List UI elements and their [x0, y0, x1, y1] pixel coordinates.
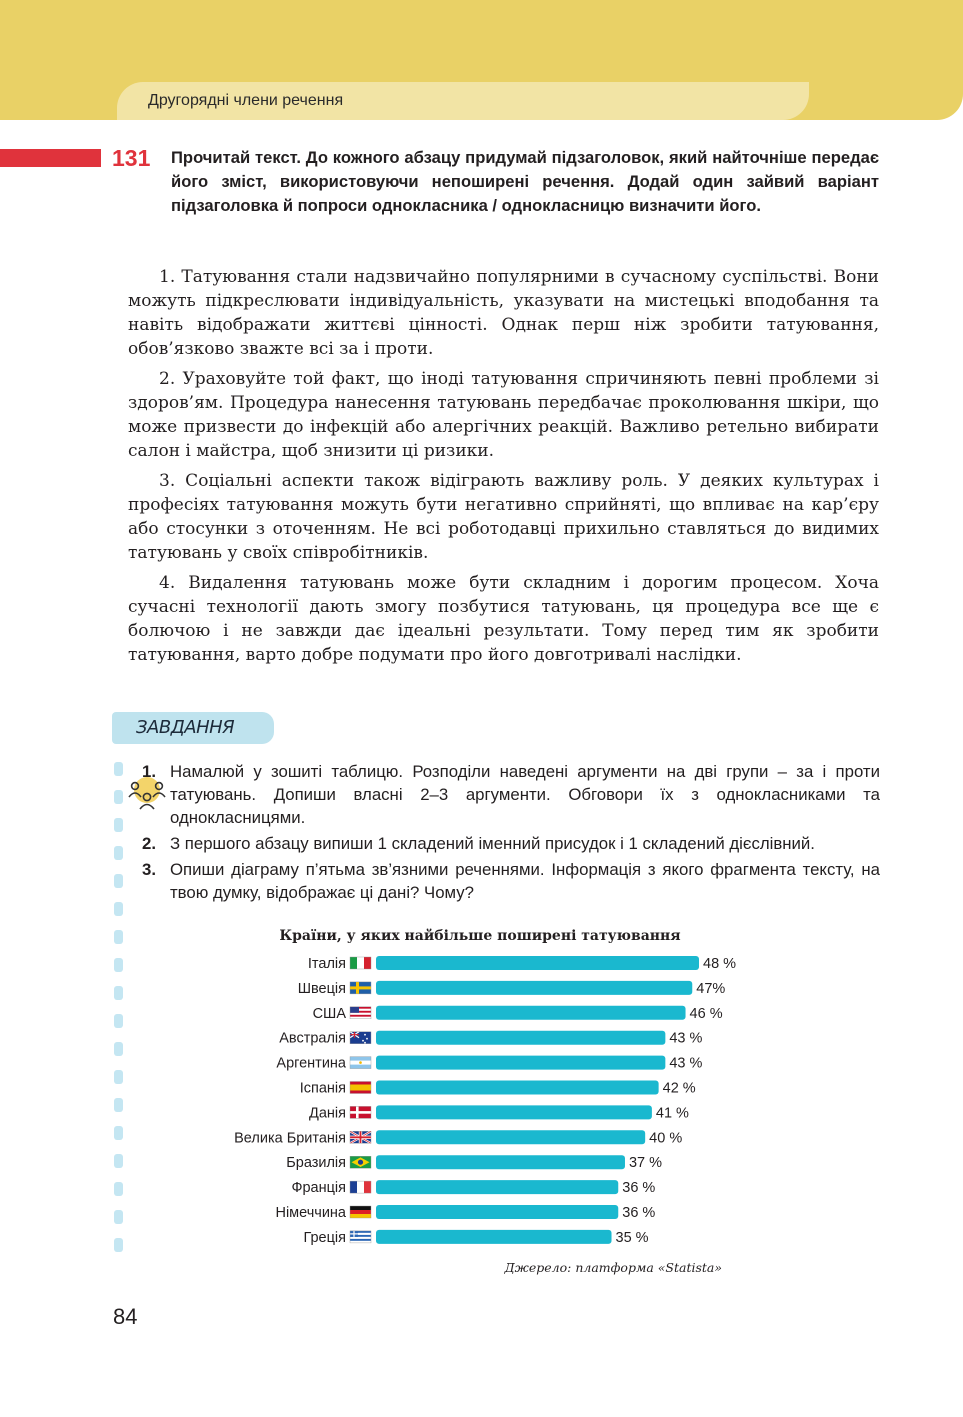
- chart-bar: [376, 981, 692, 995]
- chart-bar: [376, 1006, 686, 1020]
- margin-dot: [114, 1154, 123, 1168]
- chart-bar: [376, 956, 699, 970]
- margin-dot: [114, 818, 123, 832]
- category-label: Іспанія: [299, 1080, 346, 1097]
- category-label: Аргентина: [276, 1055, 346, 1072]
- chart-bar: [376, 1205, 618, 1219]
- paragraph-1: 1. Татуювання стали надзвичайно популярними в сучасному суспільстві. Вони можуть підкреслювати індивідуальність, указувати на мистецькі вподобання та навіть відображати життєві цінності. Однак перш ніж зробити татуювання, обов’язково зважте всі за і проти.: [128, 267, 879, 359]
- chart-plot: [200, 928, 760, 1258]
- margin-dot: [114, 1182, 123, 1196]
- paragraph-4: 4. Видалення татуювань може бути складним і дорогим процесом. Хоча сучасні технології дають змогу позбутися татуювань, ця процедура все ще є болючою і не завжди дає ідеальні результати. Тому перед тим як зробити татуювання, варто добре подумати про його довготривалі наслідки.: [128, 573, 879, 665]
- value-label: 43 %: [669, 1030, 703, 1047]
- uk-flag-icon: [350, 1131, 371, 1143]
- margin-dot: [114, 1014, 123, 1028]
- usa-flag-icon: [350, 1007, 371, 1019]
- category-label: Данія: [309, 1105, 346, 1122]
- category-label: Франція: [291, 1180, 346, 1197]
- germany-flag-icon: [350, 1206, 371, 1218]
- chart-title: Країни, у яких найбільше поширені татуювання: [279, 928, 681, 944]
- spain-flag-icon: [350, 1082, 371, 1094]
- chart-bar: [376, 1230, 612, 1244]
- exercise-marker-bar: [0, 149, 101, 167]
- margin-dot: [114, 986, 123, 1000]
- task-number: 2.: [142, 834, 156, 853]
- chart-bar: [376, 1081, 659, 1095]
- chart-bar: [376, 1105, 652, 1119]
- category-label: Австралія: [279, 1030, 346, 1047]
- value-label: 37 %: [628, 1155, 663, 1172]
- chart-source: Джерело: платформа «Statista»: [504, 1260, 722, 1275]
- chart-bar: [376, 1180, 618, 1194]
- margin-dot: [114, 958, 123, 972]
- page-number: 84: [113, 1304, 138, 1329]
- task-text: З першого абзацу випиши 1 складений іменний присудок і 1 складений дієслівний.: [170, 834, 815, 853]
- task-item-3: [142, 858, 880, 904]
- margin-dot: [114, 1238, 123, 1252]
- category-label: Німеччина: [275, 1205, 346, 1221]
- chart-bar: [376, 1031, 665, 1045]
- category-label: Італія: [307, 956, 346, 972]
- margin-dot: [114, 790, 123, 804]
- section-title: Другорядні члени речення: [148, 92, 344, 109]
- chart-bar: [376, 1130, 645, 1144]
- task-item-1: [142, 760, 880, 829]
- value-label: 41 %: [655, 1105, 689, 1122]
- margin-dot: [114, 1070, 123, 1084]
- reading-text: [128, 265, 879, 673]
- australia-flag-icon: [350, 1032, 371, 1044]
- task-number: 1.: [142, 762, 156, 781]
- value-label: 43 %: [669, 1055, 703, 1072]
- margin-dot: [114, 846, 123, 860]
- value-label: 36 %: [622, 1180, 656, 1197]
- value-label: 48 %: [703, 956, 737, 972]
- tattoo-popularity-chart: [200, 928, 760, 1288]
- chart-bar: [376, 1155, 625, 1169]
- italy-flag-icon: [350, 957, 371, 969]
- tasks-label: ЗАВДАННЯ: [136, 717, 235, 738]
- category-label: Бразилія: [286, 1155, 346, 1172]
- argentina-flag-icon: [350, 1057, 371, 1069]
- france-flag-icon: [350, 1181, 371, 1193]
- exercise-number: 131: [112, 145, 151, 171]
- category-label: Греція: [303, 1229, 346, 1246]
- value-label: 40 %: [649, 1130, 683, 1147]
- brazil-flag-icon: [350, 1156, 371, 1168]
- value-label: 47%: [696, 980, 726, 997]
- value-label: 46 %: [689, 1005, 723, 1022]
- value-label: 35 %: [615, 1229, 649, 1246]
- margin-dot: [114, 1210, 123, 1224]
- margin-dot: [114, 1042, 123, 1056]
- value-label: 42 %: [662, 1080, 696, 1097]
- margin-dot: [114, 930, 123, 944]
- task-text: Намалюй у зошиті таблицю. Розподіли наведені аргументи на дві групи – за і проти татуювань. Допиши власні 2–3 аргументи. Обговори їх з однокласниками та однокласницями.: [170, 762, 880, 827]
- greece-flag-icon: [350, 1231, 371, 1243]
- margin-dot: [114, 762, 123, 776]
- category-label: США: [312, 1005, 346, 1022]
- denmark-flag-icon: [350, 1106, 371, 1118]
- margin-dot: [114, 902, 123, 916]
- task-item-2: [142, 832, 880, 855]
- margin-dot: [114, 1098, 123, 1112]
- paragraph-3: 3. Соціальні аспекти також відіграють важливу роль. У деяких культурах і професіях татуювання можуть бути негативно сприйняті, що впливає на кар’єру або стосунки з оточенням. Не всі роботодавці прихильно ставляться до видимих татуювань у своїх співробітників.: [128, 471, 879, 563]
- category-label: Велика Британія: [234, 1130, 346, 1147]
- exercise-instruction: Прочитай текст. До кожного абзацу придумай підзаголовок, який найточніше передає його зміст, використовуючи непоширені речення. Додай один зайвий варіант підзаголовка й попроси однокласника / однокласницю визначити його.: [171, 148, 879, 215]
- task-list: [142, 760, 880, 907]
- task-number: 3.: [142, 860, 156, 879]
- category-label: Швеція: [297, 980, 346, 997]
- value-label: 36 %: [622, 1205, 656, 1221]
- margin-dot: [114, 1126, 123, 1140]
- paragraph-2: 2. Ураховуйте той факт, що іноді татуювання спричиняють певні проблеми зі здоров’ям. Процедура нанесення татуювань передбачає проколювання шкіри, що може призвести до інфекцій або алергічних реакцій. Важливо ретельно вибирати салон і майстра, щоб знизити ці ризики.: [128, 369, 879, 461]
- sweden-flag-icon: [350, 982, 371, 994]
- chart-bar: [376, 1056, 665, 1070]
- margin-dot: [114, 874, 123, 888]
- task-text: Опиши діаграму п’ятьма зв’язними реченнями. Інформація з якого фрагмента тексту, на твою думку, відображає ці дані? Чому?: [170, 860, 880, 902]
